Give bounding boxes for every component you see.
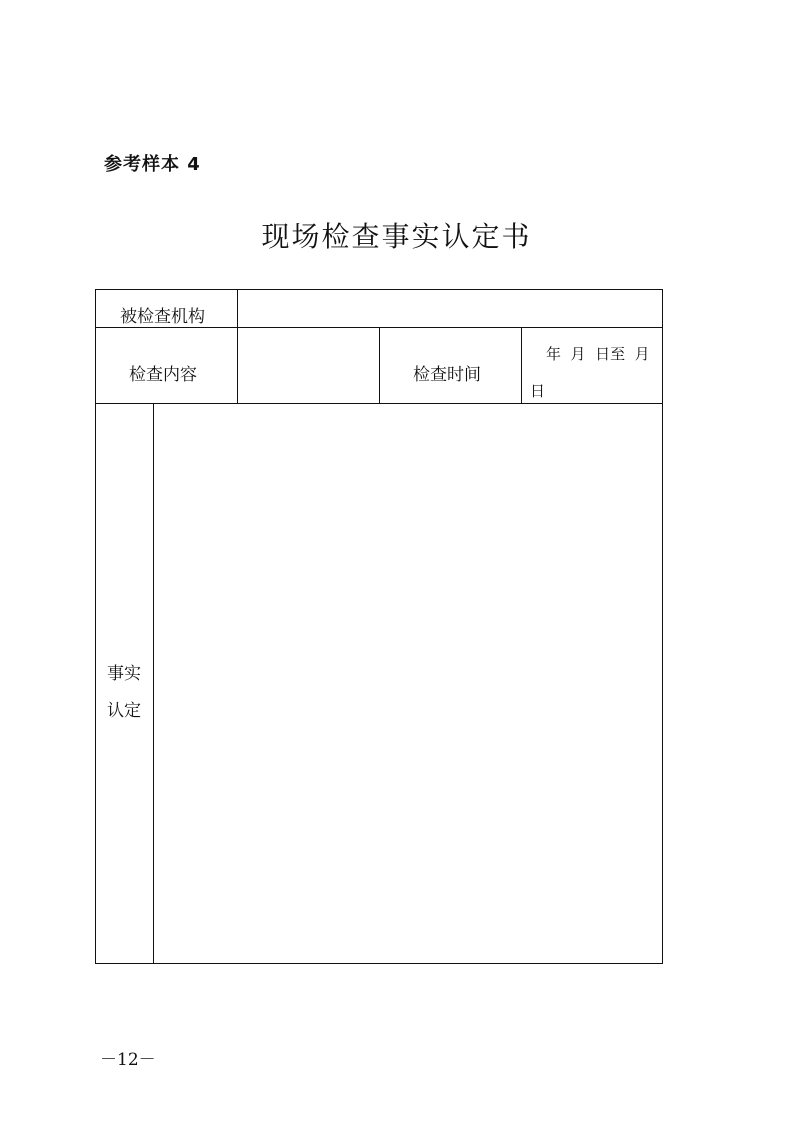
fact-finding-form	[95, 289, 663, 964]
fact-finding-label-line1: 事实	[107, 664, 141, 684]
page-number: －12－	[100, 1050, 156, 1070]
inspection-time-label: 检查时间	[413, 365, 481, 385]
column-divider	[237, 290, 238, 404]
column-divider	[153, 403, 154, 963]
document-title: 现场检查事实认定书	[261, 220, 532, 253]
inspection-time-date-line2[interactable]: 日	[530, 382, 546, 400]
fact-finding-field[interactable]	[158, 406, 658, 960]
column-divider	[379, 327, 380, 404]
column-divider	[521, 327, 522, 404]
sample-label: 参考样本 4	[104, 154, 201, 175]
inspected-org-field[interactable]	[242, 290, 658, 327]
fact-finding-label-line2: 认定	[107, 701, 141, 721]
inspected-org-label: 被检查机构	[120, 307, 205, 327]
inspection-content-field[interactable]	[242, 329, 376, 402]
inspection-time-date-line1[interactable]: 年 月 日至 月	[546, 345, 650, 363]
inspection-content-label: 检查内容	[129, 365, 197, 385]
